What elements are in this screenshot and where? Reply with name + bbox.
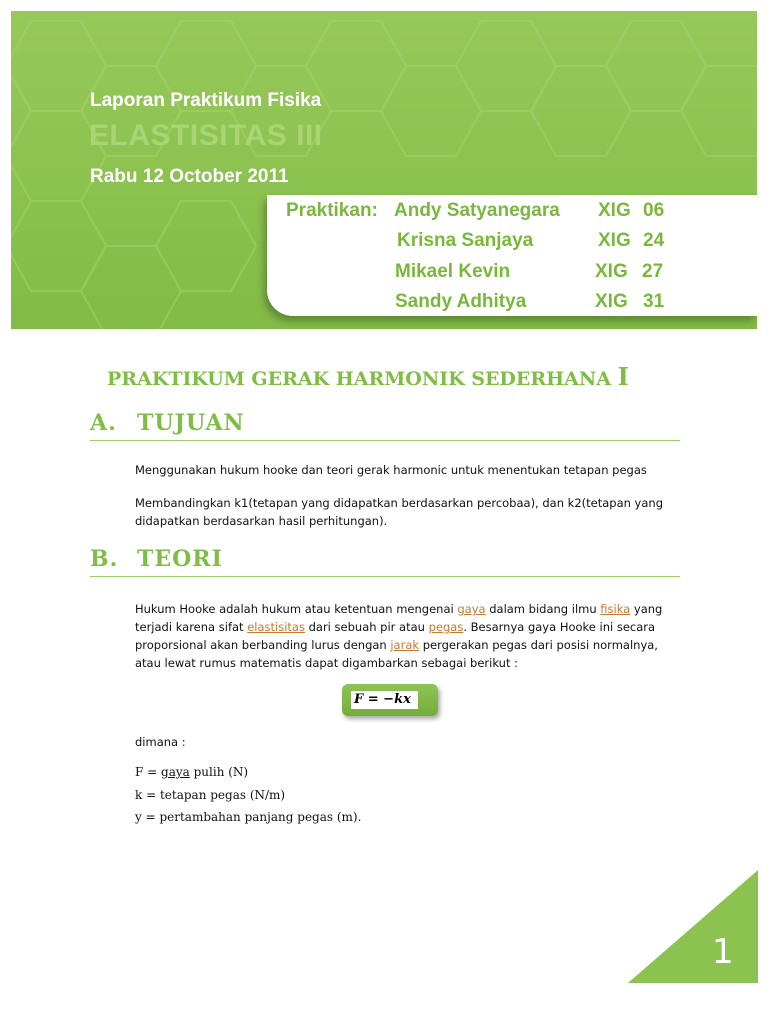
underlined-word: gaya [161, 765, 190, 779]
section-title: TUJUAN [137, 410, 245, 436]
page-corner-triangle [628, 870, 758, 983]
where-label: dimana : [135, 735, 186, 749]
member-number: 06 [643, 200, 665, 221]
text-run: pulih (N) [189, 765, 249, 779]
definition-f [135, 763, 680, 781]
member-number: 24 [643, 230, 665, 251]
report-date: Rabu 12 October 2011 [90, 166, 289, 187]
report-label: Laporan Praktikum Fisika [90, 90, 322, 111]
page-number: 1 [712, 932, 734, 972]
section-heading-tujuan [90, 410, 680, 441]
definition-k: k = tetapan pegas (N/m) [135, 788, 286, 802]
member-class: XIG [595, 261, 628, 282]
member-number: 27 [642, 261, 664, 282]
member-class: XIG [598, 200, 631, 221]
hooke-formula: F = −kx [351, 691, 418, 709]
member-name: Krisna Sanjaya [397, 230, 534, 251]
link-jarak[interactable]: jarak [390, 638, 420, 652]
header-banner [11, 11, 757, 329]
text-run: dari sebuah pir atau [304, 620, 429, 634]
link-elastisitas[interactable]: elastisitas [247, 620, 305, 634]
section-title: TEORI [137, 546, 223, 572]
member-number: 31 [643, 291, 665, 312]
link-gaya[interactable]: gaya [457, 602, 486, 616]
member-class: XIG [598, 230, 631, 251]
main-title-numeral: I [617, 362, 629, 391]
text-run: pergerakan pegas dari posisi normalnya, atau lewat rumus matematis dapat digambarkan sebagai berikut : [135, 638, 658, 670]
teori-paragraph [135, 600, 683, 672]
member-name: Andy Satyanegara [394, 200, 560, 221]
members-panel [267, 195, 757, 316]
document-main-title [107, 362, 629, 391]
text-run: . Besarnya gaya Hooke ini secara proporsional akan berbanding lurus dengan [135, 620, 656, 652]
tujuan-paragraph-1: Menggunakan hukum hooke dan teori gerak harmonic untuk menentukan tetapan pegas [135, 463, 647, 477]
link-fisika[interactable]: fisika [600, 602, 631, 616]
member-name: Mikael Kevin [395, 261, 511, 282]
member-name: Sandy Adhitya [395, 291, 527, 312]
text-run: dalam bidang ilmu [485, 602, 601, 616]
text-run: Hukum Hooke adalah hukum atau ketentuan mengenai [135, 602, 458, 616]
member-class: XIG [595, 291, 628, 312]
main-title-text: PRAKTIKUM GERAK HARMONIK SEDERHANA [107, 368, 611, 390]
definition-y: y = pertambahan panjang pegas (m). [135, 810, 362, 824]
members-label: Praktikan: [286, 200, 378, 221]
tujuan-paragraph-2: Membandingkan k1(tetapan yang didapatkan berdasarkan percobaa), dan k2(tetapan yang didapatkan berdasarkan hasil perhitungan). [135, 496, 663, 528]
text-run: yang terjadi karena sifat [135, 602, 663, 634]
report-title: ELASTISITAS III [89, 119, 323, 152]
section-letter: B. [90, 546, 119, 572]
text-run: F = [135, 765, 162, 779]
formula-box [342, 684, 438, 716]
section-heading-teori [90, 546, 680, 577]
link-pegas[interactable]: pegas [428, 620, 464, 634]
section-letter: A. [90, 410, 117, 436]
